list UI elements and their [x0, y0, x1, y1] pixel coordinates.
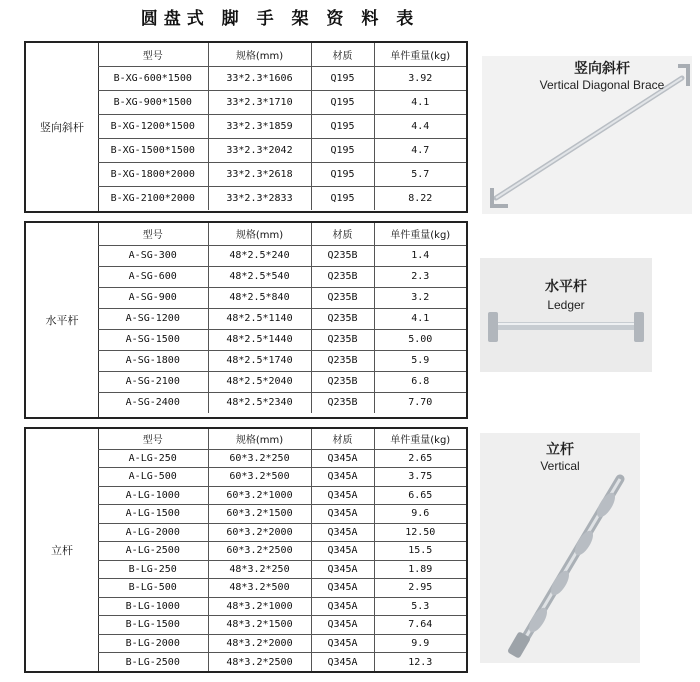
material-cell: Q345A: [311, 449, 374, 468]
material-cell: Q345A: [311, 542, 374, 561]
weight-cell: 2.95: [374, 579, 466, 598]
header-spec: 规格(mm): [208, 43, 311, 66]
header-material: 材质: [311, 429, 374, 449]
material-cell: Q345A: [311, 468, 374, 487]
spec-cell: 48*3.2*1500: [208, 616, 311, 635]
section-diagonal-brace: [24, 41, 468, 213]
table-row: [98, 287, 466, 308]
weight-cell: 5.00: [374, 329, 466, 350]
model-cell: B-LG-2500: [98, 653, 208, 672]
photo-label-zh: 水平杆: [545, 279, 587, 295]
model-cell: B-LG-500: [98, 579, 208, 598]
weight-cell: 5.3: [374, 597, 466, 616]
spec-table: [98, 223, 466, 413]
photo-label-en: Ledger: [547, 298, 585, 312]
header-spec: 规格(mm): [208, 429, 311, 449]
header-weight: 单件重量(kg): [374, 429, 466, 449]
section-ledger: [24, 221, 468, 419]
header-model: 型号: [98, 223, 208, 245]
photo-vertical: [480, 433, 640, 663]
material-cell: Q345A: [311, 560, 374, 579]
material-cell: Q345A: [311, 505, 374, 524]
model-cell: A-LG-1000: [98, 486, 208, 505]
spec-cell: 48*3.2*2500: [208, 653, 311, 672]
table-row: [98, 114, 466, 138]
spec-cell: 60*3.2*1500: [208, 505, 311, 524]
spec-cell: 48*3.2*1000: [208, 597, 311, 616]
spec-cell: 33*2.3*1859: [208, 114, 311, 138]
material-cell: Q345A: [311, 597, 374, 616]
spec-cell: 60*3.2*2500: [208, 542, 311, 561]
model-cell: B-LG-2000: [98, 634, 208, 653]
weight-cell: 7.70: [408, 397, 433, 409]
spec-cell: 60*3.2*1000: [208, 486, 311, 505]
model-cell: B-LG-250: [98, 560, 208, 579]
weight-cell: 4.1: [374, 308, 466, 329]
category-label: 立杆: [26, 429, 99, 671]
table-row: [98, 308, 466, 329]
weight-cell: 8.22: [408, 192, 433, 204]
spec-cell: 33*2.3*1710: [208, 90, 311, 114]
photo-label-en: Vertical Diagonal Brace: [539, 78, 665, 92]
weight-cell: 9.9: [374, 634, 466, 653]
table-row: [98, 266, 466, 287]
table-row: [98, 486, 466, 505]
weight-cell: 6.8: [374, 371, 466, 392]
weight-cell: 3.2: [374, 287, 466, 308]
model-cell: B-LG-1000: [98, 597, 208, 616]
model-cell: A-SG-300: [98, 245, 208, 266]
category-label: 竖向斜杆: [26, 43, 99, 211]
material-cell: Q235B: [311, 245, 374, 266]
spec-cell: 48*2.5*1740: [208, 350, 311, 371]
spec-table: [98, 429, 466, 671]
weight-cell: 7.64: [374, 616, 466, 635]
spec-cell: 60*3.2*2000: [208, 523, 311, 542]
header-weight: 单件重量(kg): [374, 223, 466, 245]
spec-cell: 48*3.2*250: [208, 560, 311, 579]
header-row: [98, 223, 466, 245]
model-cell: A-SG-600: [98, 266, 208, 287]
table-row: [98, 449, 466, 468]
spec-cell: 33*2.3*2618: [208, 162, 311, 186]
spec-cell: 48*2.5*2040: [208, 371, 311, 392]
material-cell: Q195: [311, 186, 374, 210]
page-title: 圆盘式 脚 手 架 资 料 表: [140, 9, 420, 29]
weight-cell: 12.3: [408, 656, 433, 668]
model-cell: B-XG-1800*2000: [98, 162, 208, 186]
material-cell: Q235B: [311, 350, 374, 371]
material-cell: Q195: [311, 162, 374, 186]
material-cell: Q235B: [311, 392, 374, 413]
model-cell: A-LG-250: [98, 449, 208, 468]
weight-cell: 1.89: [374, 560, 466, 579]
model-cell: A-LG-500: [98, 468, 208, 487]
material-cell: Q345A: [311, 523, 374, 542]
spec-cell: 48*2.5*1440: [208, 329, 311, 350]
section-vertical: [24, 427, 468, 673]
table-row: [98, 653, 466, 672]
header-weight: 单件重量(kg): [374, 43, 466, 66]
material-cell: Q235B: [311, 371, 374, 392]
table-row: [98, 579, 466, 598]
weight-cell: 3.92: [374, 66, 466, 90]
material-cell: Q235B: [311, 308, 374, 329]
spec-cell: 48*2.5*240: [208, 245, 311, 266]
header-row: [98, 429, 466, 449]
material-cell: Q235B: [311, 287, 374, 308]
model-cell: B-XG-1500*1500: [98, 138, 208, 162]
photo-diagonal-brace: [482, 56, 692, 214]
category-label: 水平杆: [26, 223, 99, 417]
material-cell: Q195: [311, 114, 374, 138]
material-cell: Q345A: [311, 616, 374, 635]
material-cell: Q345A: [311, 486, 374, 505]
photo-label-zh: 立杆: [546, 442, 574, 458]
model-cell: A-LG-2000: [98, 523, 208, 542]
material-cell: Q345A: [311, 653, 374, 672]
header-model: 型号: [98, 429, 208, 449]
table-row: [98, 597, 466, 616]
table-row: [98, 392, 466, 413]
model-cell: B-XG-600*1500: [98, 66, 208, 90]
material-cell: Q235B: [311, 266, 374, 287]
weight-cell: 3.75: [374, 468, 466, 487]
header-material: 材质: [311, 43, 374, 66]
table-row: [98, 350, 466, 371]
model-cell: A-SG-2400: [98, 392, 208, 413]
table-row: [98, 468, 466, 487]
model-cell: A-SG-1500: [98, 329, 208, 350]
table-row: [98, 138, 466, 162]
table-row: [98, 542, 466, 561]
table-row: [98, 634, 466, 653]
model-cell: A-SG-2100: [98, 371, 208, 392]
header-material: 材质: [311, 223, 374, 245]
spec-cell: 48*3.2*2000: [208, 634, 311, 653]
model-cell: B-LG-1500: [98, 616, 208, 635]
table-row: [98, 505, 466, 524]
table-row: [98, 371, 466, 392]
weight-cell: 4.4: [374, 114, 466, 138]
model-cell: A-LG-2500: [98, 542, 208, 561]
spec-cell: 33*2.3*1606: [208, 66, 311, 90]
photo-ledger: [480, 258, 652, 372]
weight-cell: 5.9: [374, 350, 466, 371]
material-cell: Q195: [311, 90, 374, 114]
table-row: [98, 186, 466, 210]
spec-cell: 48*3.2*500: [208, 579, 311, 598]
spec-cell: 33*2.3*2833: [208, 186, 311, 210]
weight-cell: 5.7: [374, 162, 466, 186]
model-cell: A-LG-1500: [98, 505, 208, 524]
photo-label-zh: 竖向斜杆: [574, 61, 630, 77]
model-cell: B-XG-2100*2000: [98, 186, 208, 210]
table-row: [98, 329, 466, 350]
header-spec: 规格(mm): [208, 223, 311, 245]
spec-cell: 33*2.3*2042: [208, 138, 311, 162]
weight-cell: 1.4: [374, 245, 466, 266]
material-cell: Q195: [311, 138, 374, 162]
spec-cell: 48*2.5*840: [208, 287, 311, 308]
material-cell: Q345A: [311, 634, 374, 653]
spec-cell: 48*2.5*2340: [208, 392, 311, 413]
header-row: [98, 43, 466, 66]
header-model: 型号: [98, 43, 208, 66]
weight-cell: 4.1: [374, 90, 466, 114]
model-cell: A-SG-900: [98, 287, 208, 308]
spec-cell: 60*3.2*500: [208, 468, 311, 487]
model-cell: A-SG-1800: [98, 350, 208, 371]
table-row: [98, 616, 466, 635]
model-cell: B-XG-900*1500: [98, 90, 208, 114]
weight-cell: 2.3: [374, 266, 466, 287]
weight-cell: 2.65: [374, 449, 466, 468]
spec-cell: 60*3.2*250: [208, 449, 311, 468]
material-cell: Q345A: [311, 579, 374, 598]
spec-table: [98, 43, 466, 210]
model-cell: B-XG-1200*1500: [98, 114, 208, 138]
table-row: [98, 245, 466, 266]
weight-cell: 6.65: [374, 486, 466, 505]
table-row: [98, 523, 466, 542]
weight-cell: 15.5: [374, 542, 466, 561]
table-row: [98, 560, 466, 579]
material-cell: Q235B: [311, 329, 374, 350]
weight-cell: 9.6: [374, 505, 466, 524]
table-row: [98, 162, 466, 186]
material-cell: Q195: [311, 66, 374, 90]
photo-label-en: Vertical: [540, 459, 580, 473]
model-cell: A-SG-1200: [98, 308, 208, 329]
spec-cell: 48*2.5*540: [208, 266, 311, 287]
table-row: [98, 66, 466, 90]
weight-cell: 12.50: [374, 523, 466, 542]
table-row: [98, 90, 466, 114]
weight-cell: 4.7: [374, 138, 466, 162]
spec-cell: 48*2.5*1140: [208, 308, 311, 329]
